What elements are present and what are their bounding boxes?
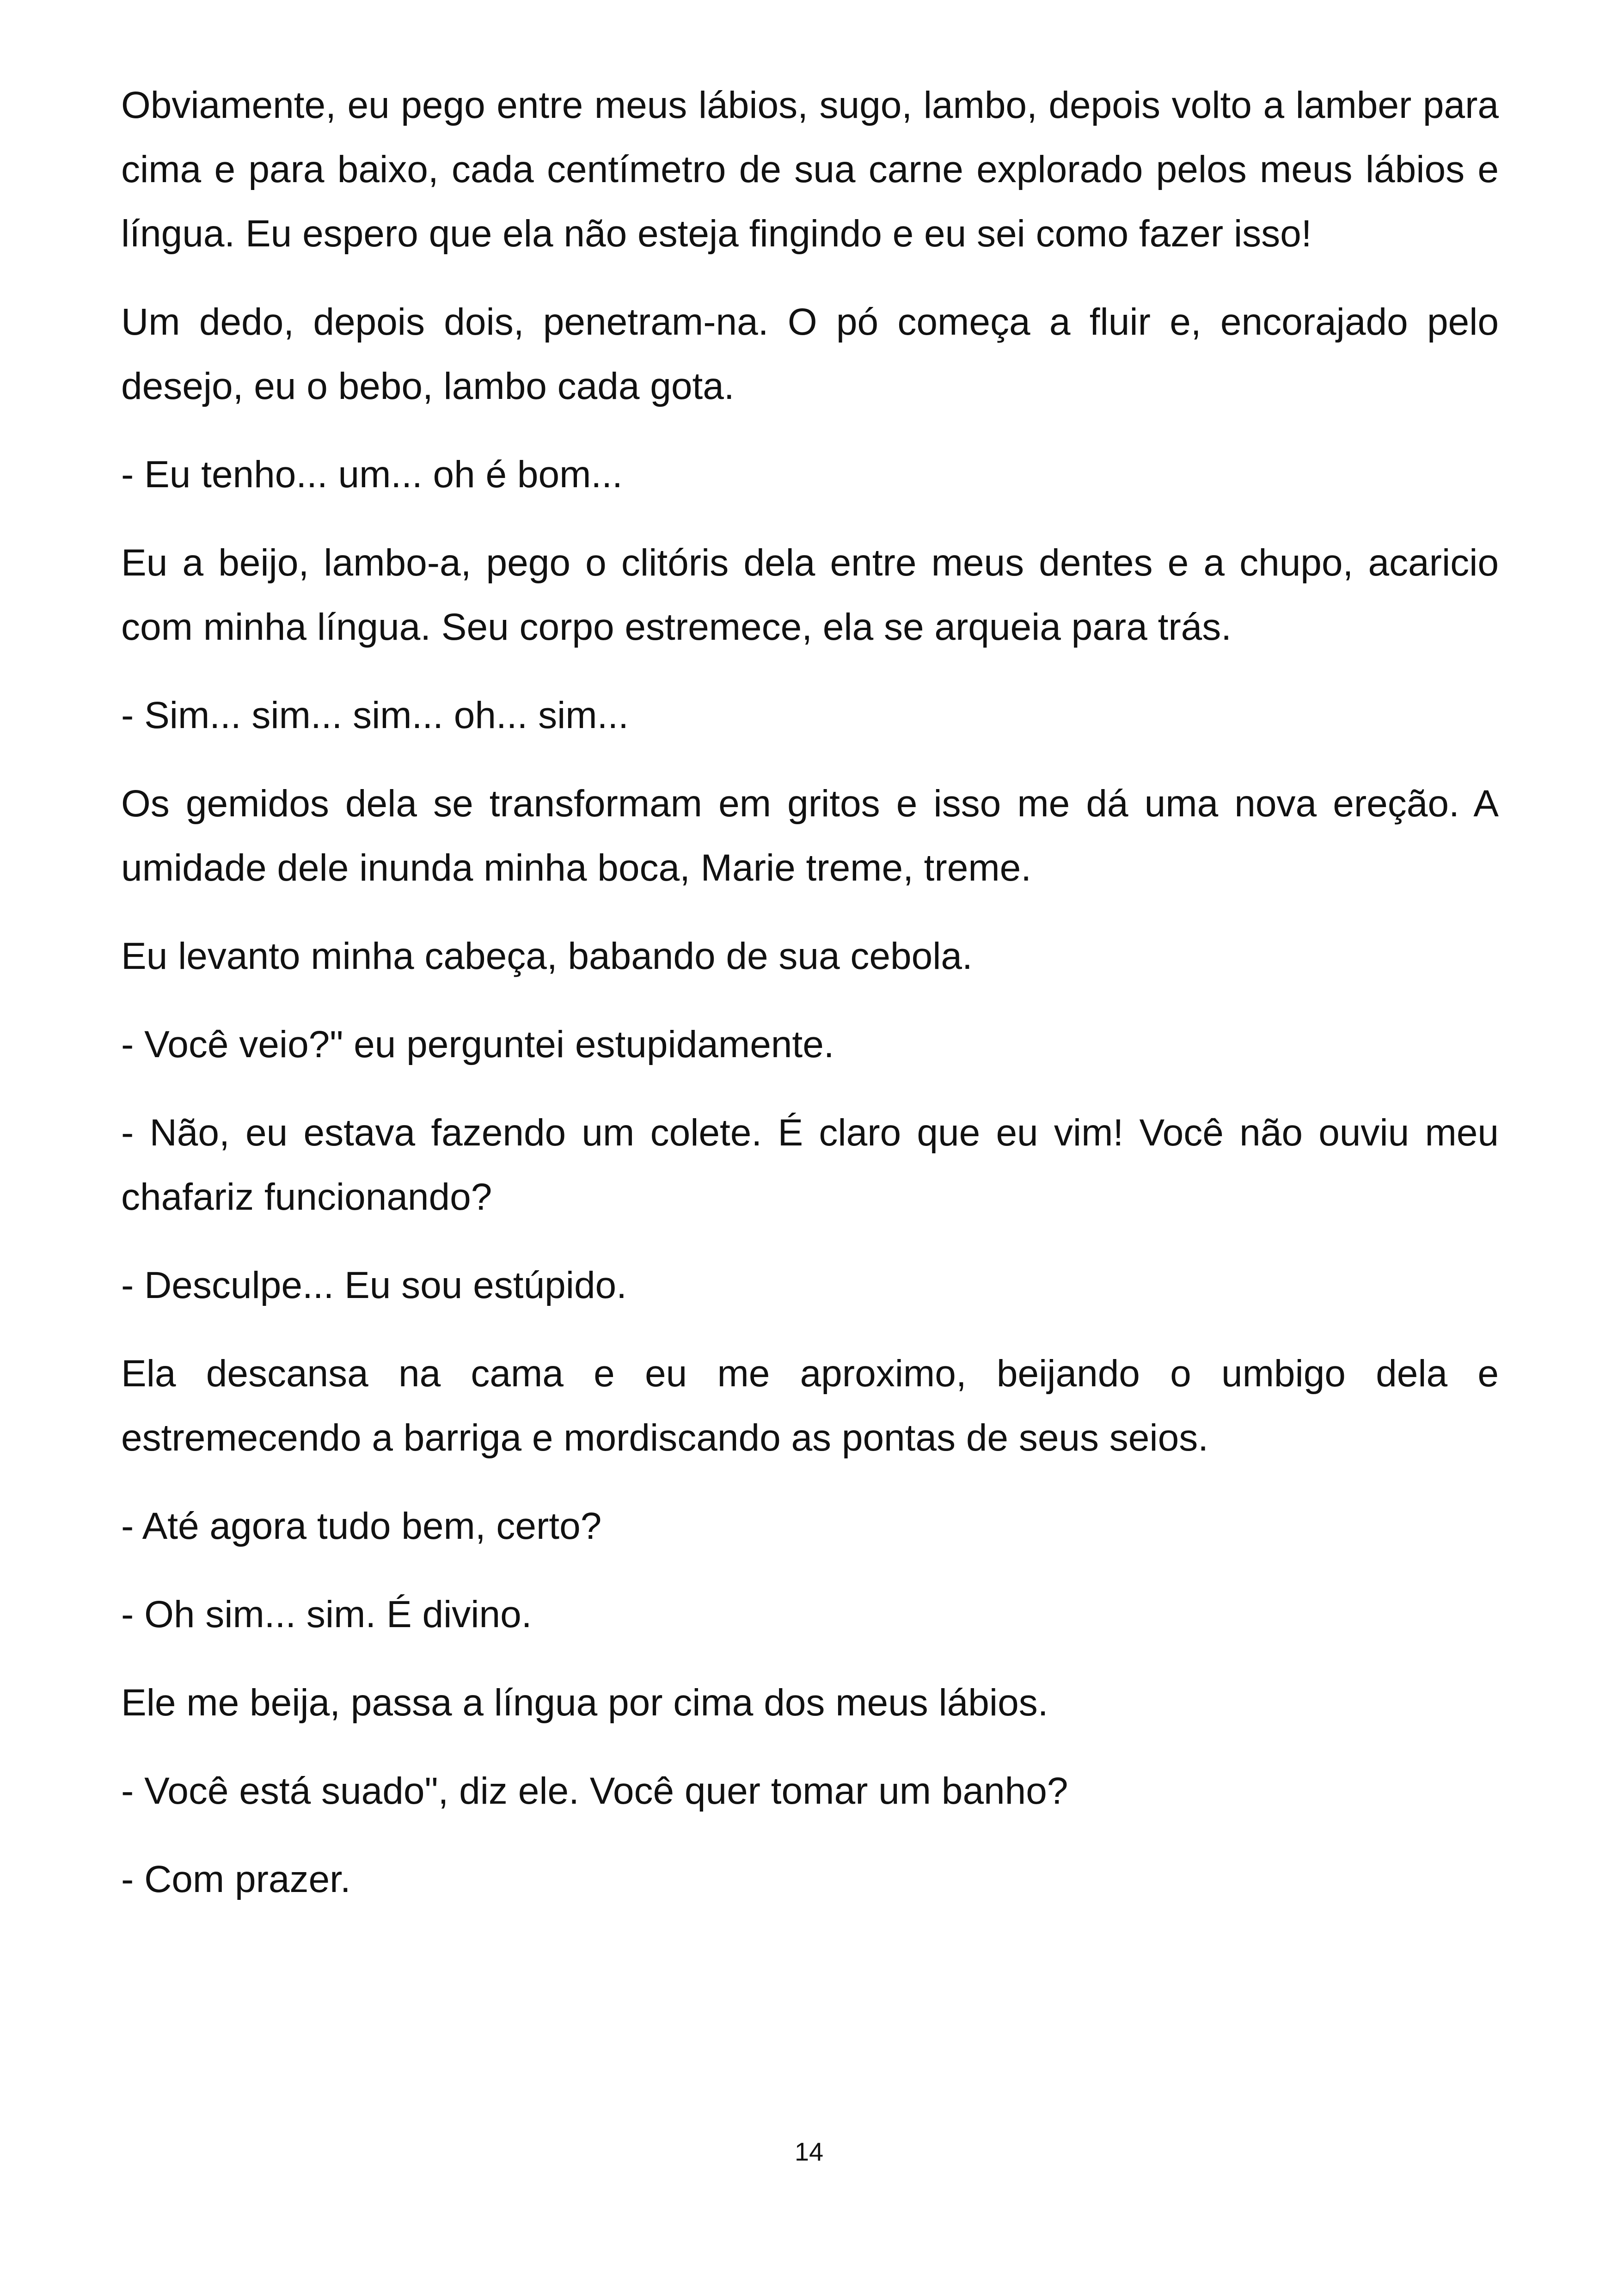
dialogue-line-2: - Sim... sim... sim... oh... sim... [121,694,629,736]
dialogue-line-5: - Desculpe... Eu sou estúpido. [121,1264,627,1306]
dialogue-line-9: - Com prazer. [121,1858,351,1900]
page-number: 14 [794,2137,824,2166]
paragraph-7: Ele me beija, passa a língua por cima dos meus lábios. [121,1682,1048,1724]
dialogue-line-6: - Até agora tudo bem, certo? [121,1505,602,1547]
paragraph-5: Eu levanto minha cabeça, babando de sua cebola. [121,935,973,977]
dialogue-line-8: - Você está suado", diz ele. Você quer tomar um banho? [121,1770,1068,1812]
paragraph-4: Os gemidos dela se transformam em gritos e isso me dá uma nova ereção. A umidade dele inunda minha boca, Marie treme, treme. [121,783,1499,889]
paragraph-6: Ela descansa na cama e eu me aproximo, beijando o umbigo dela e estremecendo a barriga e mordiscando as pontas de seus seios. [121,1353,1499,1459]
body-text [121,73,1499,1935]
dialogue-line-3: - Você veio?" eu perguntei estupidamente. [121,1023,834,1065]
dialogue-line-4: - Não, eu estava fazendo um colete. É claro que eu vim! Você não ouviu meu chafariz funcionando? [121,1112,1499,1218]
paragraph-1: Obviamente, eu pego entre meus lábios, sugo, lambo, depois volto a lamber para cima e para baixo, cada centímetro de sua carne explorado pelos meus lábios e língua. Eu espero que ela não esteja fingindo e eu sei como fazer isso! [121,84,1499,255]
paragraph-3: Eu a beijo, lambo-a, pego o clitóris dela entre meus dentes e a chupo, acaricio com minha língua. Seu corpo estremece, ela se arqueia para trás. [121,542,1499,648]
paragraph-2: Um dedo, depois dois, penetram-na. O pó começa a fluir e, encorajado pelo desejo, eu o bebo, lambo cada gota. [121,301,1499,407]
dialogue-line-7: - Oh sim... sim. É divino. [121,1593,532,1635]
dialogue-line-1: - Eu tenho... um... oh é bom... [121,453,623,496]
